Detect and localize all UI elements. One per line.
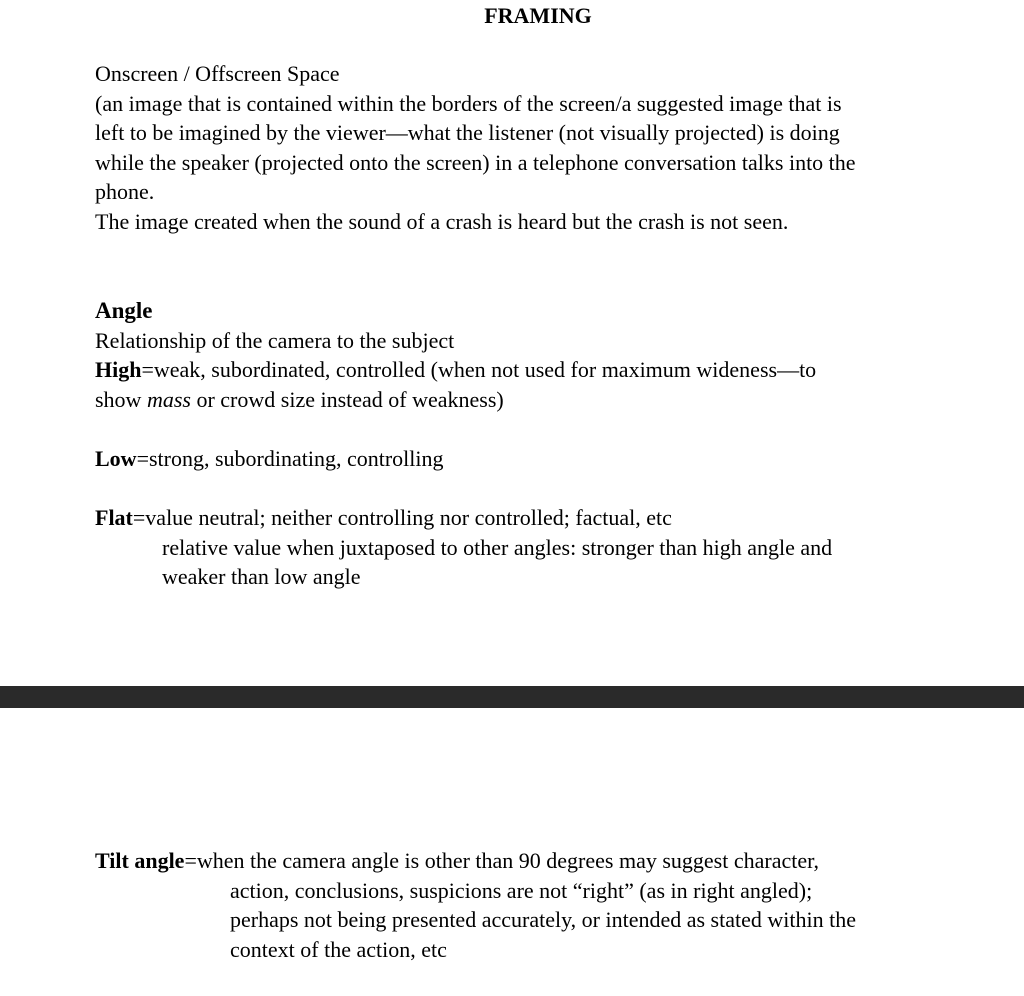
angle-low-line [95, 444, 995, 474]
angle-high-line-2 [95, 385, 995, 415]
angle-low-term: Low [95, 446, 137, 471]
angle-flat-sub-line-2: weaker than low angle [162, 564, 361, 589]
angle-high-text-2-before: show [95, 386, 147, 412]
onscreen-offscreen-section [95, 59, 995, 236]
angle-high-term: High [95, 357, 142, 382]
angle-high-text-2-after: or crowd size instead of weakness) [190, 386, 504, 412]
document-page-2 [0, 708, 1024, 996]
angle-low-row [95, 444, 995, 474]
angle-section [95, 296, 995, 414]
angle-heading: Angle [95, 298, 153, 323]
angle-low-text: =strong, subordinating, controlling [136, 446, 444, 471]
tilt-sub-line-2: perhaps not being presented accurately, or intended as stated within the [230, 907, 856, 932]
angle-flat-row [95, 503, 995, 592]
angle-high-text-2-italic: mass [146, 386, 191, 412]
angle-flat-text: =value neutral; neither controlling nor controlled; factual, etc [132, 505, 672, 530]
onscreen-line-1: (an image that is contained within the borders of the screen/a suggested image that is [95, 90, 842, 116]
angle-flat-sub-line-1: relative value when juxtaposed to other angles: stronger than high angle and [162, 534, 833, 560]
angle-high-line-1 [95, 355, 995, 385]
tilt-sub-line-3: context of the action, etc [230, 936, 447, 962]
tilt-angle-term: Tilt angle [95, 848, 185, 873]
angle-flat-term: Flat [95, 505, 133, 530]
tilt-angle-section [95, 846, 995, 964]
page-title: FRAMING [484, 3, 592, 28]
tilt-sub-line-1: action, conclusions, suspicions are not “right” (as in right angled); [230, 877, 813, 903]
onscreen-line-5: The image created when the sound of a crash is heard but the crash is not seen. [95, 208, 789, 234]
page-separator [0, 686, 1024, 708]
angle-intro: Relationship of the camera to the subject [95, 327, 455, 353]
onscreen-heading: Onscreen / Offscreen Space [95, 61, 340, 86]
onscreen-line-3: while the speaker (projected onto the screen) in a telephone conversation talks into the [95, 149, 856, 175]
onscreen-line-4: phone. [95, 179, 155, 204]
onscreen-line-2: left to be imagined by the viewer—what the listener (not visually projected) is doing [95, 120, 840, 145]
tilt-angle-line [95, 846, 995, 876]
angle-high-text-1: =weak, subordinated, controlled (when not used for maximum wideness—to [141, 357, 817, 382]
tilt-angle-text: =when the camera angle is other than 90 degrees may suggest character, [184, 848, 820, 873]
angle-flat-line [95, 503, 995, 533]
